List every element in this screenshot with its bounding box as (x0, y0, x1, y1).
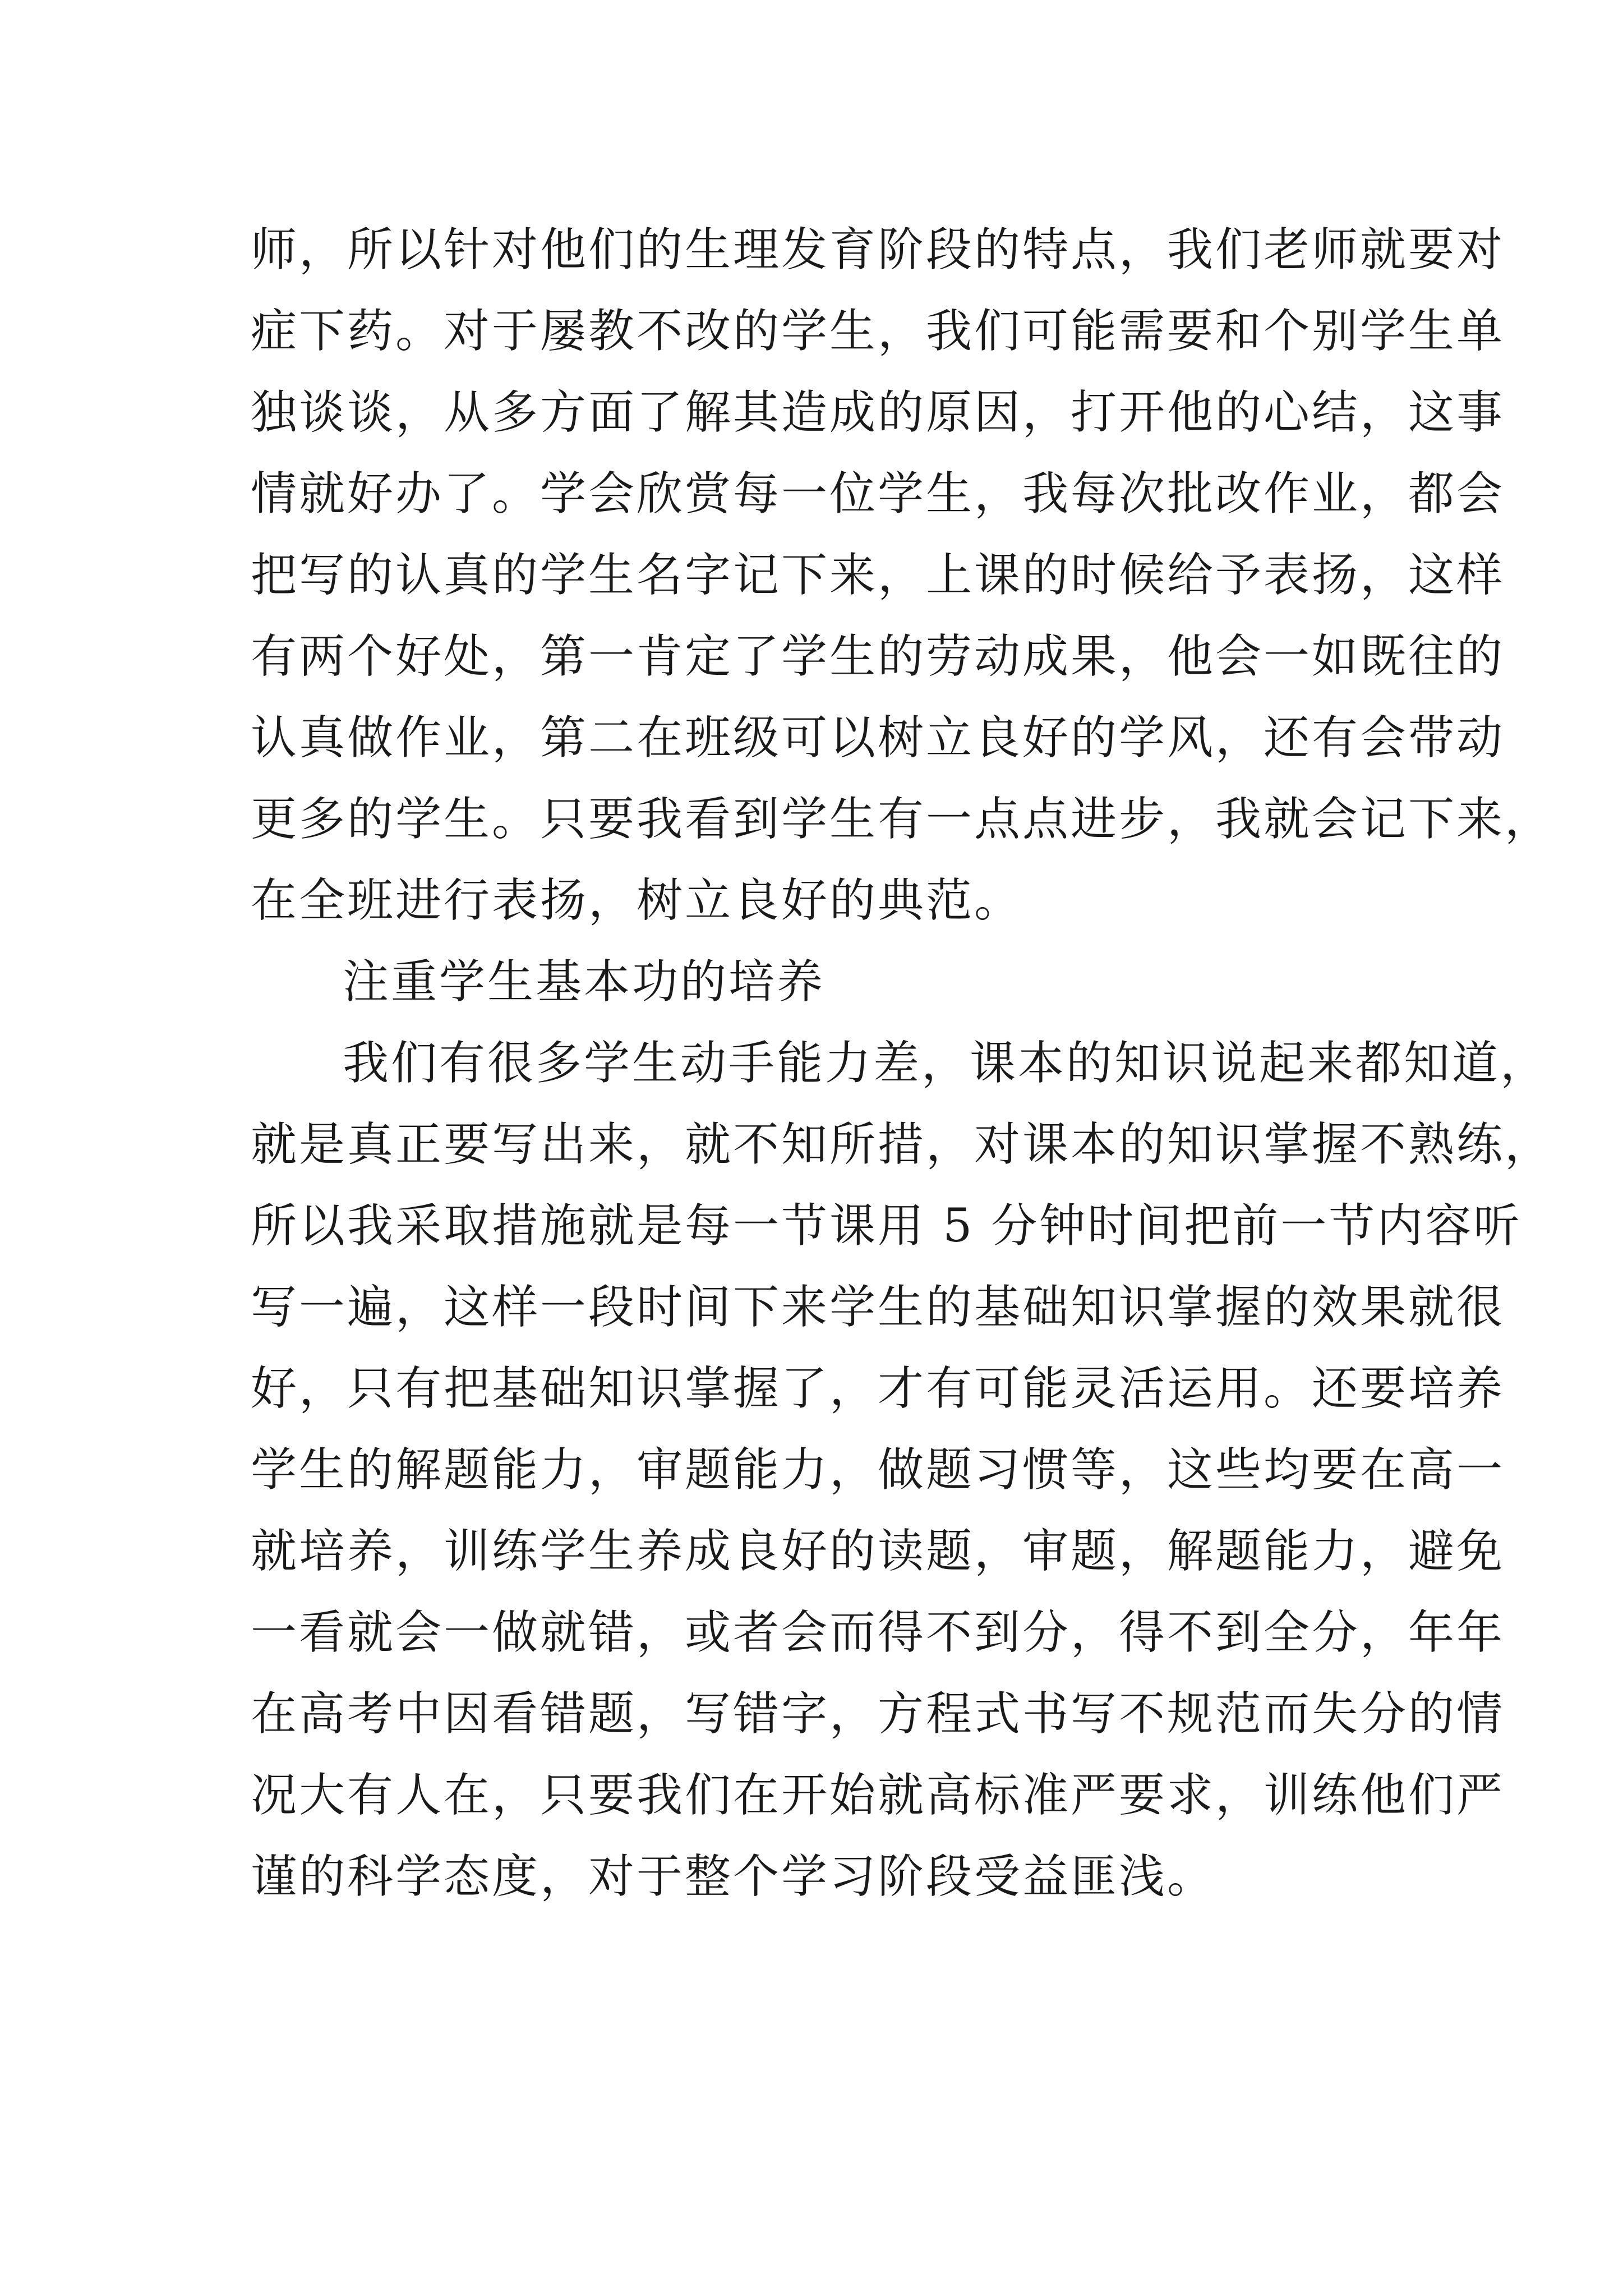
body-text (251, 209, 1553, 1917)
text-line: 认真做作业，第二在班级可以树立良好的学风，还有会带动 (251, 711, 1505, 765)
text-line: 写一遍，这样一段时间下来学生的基础知识掌握的效果就很 (251, 1281, 1505, 1334)
text-line: 我们有很多学生动手能力差，课本的知识说起来都知道， (343, 1037, 1549, 1090)
text-line: 独谈谈，从多方面了解其造成的原因，打开他的心结，这事 (251, 386, 1505, 439)
text-line: 症下药。对于屡教不改的学生，我们可能需要和个别学生单 (251, 305, 1505, 358)
text-line: 一看就会一做就错，或者会而得不到分，得不到全分，年年 (251, 1606, 1505, 1659)
text-line: 师，所以针对他们的生理发育阶段的特点，我们老师就要对 (251, 223, 1505, 277)
text-line: 就培养，训练学生养成良好的读题，审题，解题能力，避免 (251, 1525, 1505, 1578)
text-line: 学生的解题能力，审题能力，做题习惯等，这些均要在高一 (251, 1443, 1505, 1497)
text-line: 更多的学生。只要我看到学生有一点点进步，我就会记下来， (251, 793, 1553, 846)
text-line: 谨的科学态度，对于整个学习阶段受益匪浅。 (251, 1850, 1216, 1903)
text-line: 就是真正要写出来，就不知所措，对课本的知识掌握不熟练， (251, 1118, 1553, 1171)
text-line: 情就好办了。学会欣赏每一位学生，我每次批改作业，都会 (251, 467, 1505, 521)
text-line: 在高考中因看错题，写错字，方程式书写不规范而失分的情 (251, 1687, 1505, 1741)
text-line: 好，只有把基础知识掌握了，才有可能灵活运用。还要培养 (251, 1362, 1505, 1415)
text-line: 把写的认真的学生名字记下来，上课的时候给予表扬，这样 (251, 549, 1505, 602)
section-heading: 注重学生基本功的培养 (343, 955, 826, 1009)
text-line: 有两个好处，第一肯定了学生的劳动成果，他会一如既往的 (251, 630, 1505, 683)
text-line: 况大有人在，只要我们在开始就高标准严要求，训练他们严 (251, 1769, 1505, 1822)
text-line: 在全班进行表扬，树立良好的典范。 (251, 874, 1023, 927)
text-line: 所以我采取措施就是每一节课用 5 分钟时间把前一节内容听 (251, 1199, 1522, 1253)
